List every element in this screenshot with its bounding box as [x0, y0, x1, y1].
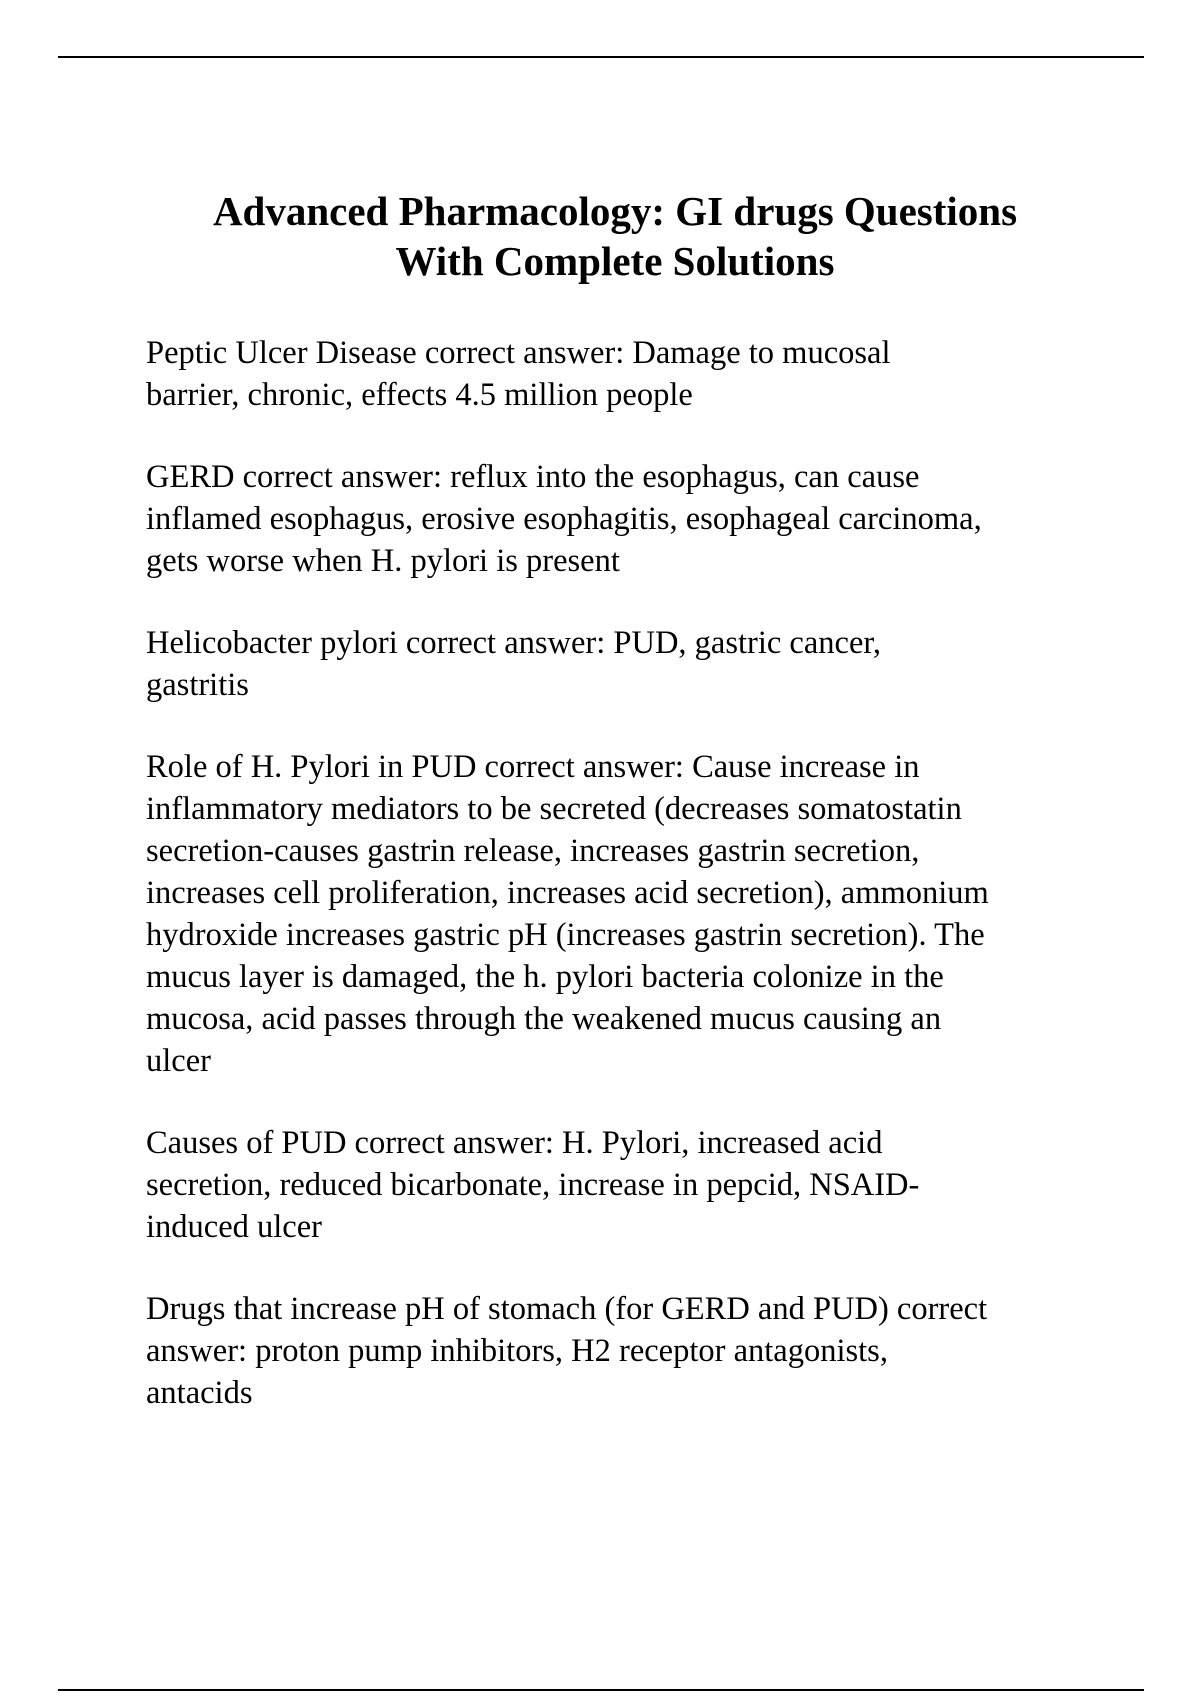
- entry-line: answer: proton pump inhibitors, H2 receptor antagonists,: [146, 1333, 888, 1369]
- bottom-rule: [58, 1689, 1144, 1691]
- entry-line: secretion-causes gastrin release, increases gastrin secretion,: [146, 833, 920, 869]
- entry-line: gets worse when H. pylori is present: [146, 543, 620, 579]
- entry-line: inflammatory mediators to be secreted (decreases somatostatin: [146, 791, 962, 827]
- entry-line: Drugs that increase pH of stomach (for GERD and PUD) correct: [146, 1291, 988, 1327]
- qa-entry-causes-of-pud: [146, 1122, 1106, 1248]
- entry-line: increases cell proliferation, increases acid secretion), ammonium: [146, 875, 989, 911]
- title-line-2: With Complete Solutions: [395, 238, 835, 284]
- entry-line: Causes of PUD correct answer: H. Pylori, increased acid: [146, 1125, 883, 1161]
- entry-line: induced ulcer: [146, 1209, 322, 1245]
- entry-line: mucosa, acid passes through the weakened mucus causing an: [146, 1001, 942, 1037]
- qa-entry-helicobacter-pylori: [146, 622, 1106, 706]
- entry-line: Role of H. Pylori in PUD correct answer: Cause increase in: [146, 749, 920, 785]
- top-rule: [58, 56, 1144, 58]
- title-line-1: Advanced Pharmacology: GI drugs Questions: [212, 188, 1018, 234]
- entry-line: secretion, reduced bicarbonate, increase in pepcid, NSAID-: [146, 1167, 920, 1203]
- entry-line: hydroxide increases gastric pH (increases gastrin secretion). The: [146, 917, 985, 953]
- qa-entry-peptic-ulcer-disease: [146, 332, 1106, 416]
- entry-line: inflamed esophagus, erosive esophagitis, esophageal carcinoma,: [146, 501, 982, 537]
- qa-list: [146, 332, 1106, 1454]
- entry-line: mucus layer is damaged, the h. pylori bacteria colonize in the: [146, 959, 944, 995]
- entry-line: gastritis: [146, 667, 249, 703]
- entry-line: barrier, chronic, effects 4.5 million people: [146, 377, 693, 413]
- entry-line: Peptic Ulcer Disease correct answer: Damage to mucosal: [146, 335, 891, 371]
- entry-line: Helicobacter pylori correct answer: PUD, gastric cancer,: [146, 625, 882, 661]
- entry-line: GERD correct answer: reflux into the esophagus, can cause: [146, 459, 920, 495]
- document-title: [120, 186, 1110, 286]
- qa-entry-role-of-h-pylori: [146, 746, 1106, 1082]
- entry-line: antacids: [146, 1375, 253, 1411]
- qa-entry-drugs-increase-ph: [146, 1288, 1106, 1414]
- entry-line: ulcer: [146, 1043, 211, 1079]
- qa-entry-gerd: [146, 456, 1106, 582]
